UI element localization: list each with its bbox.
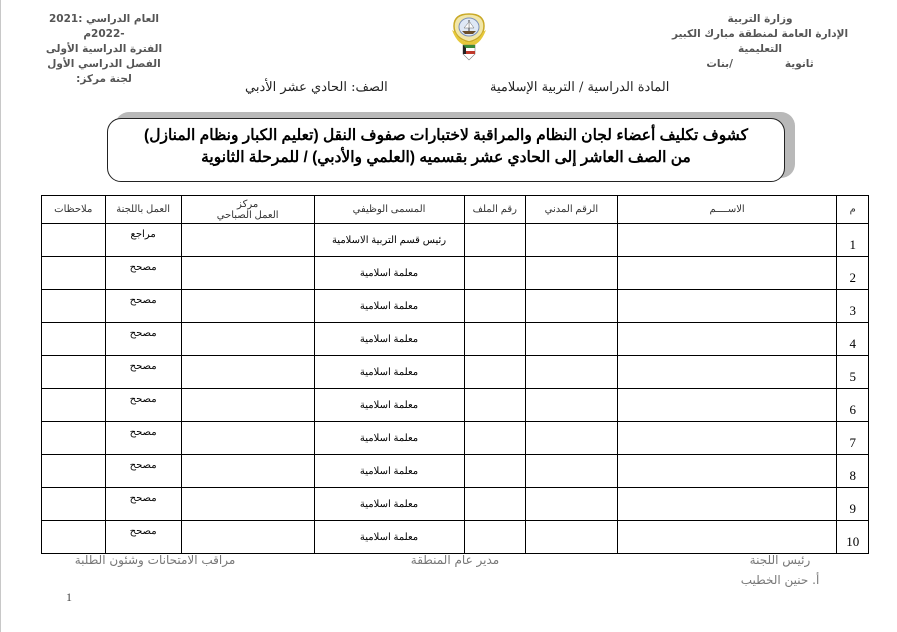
cell-committee-role: مصحح [105, 290, 181, 323]
table-header-row [42, 196, 869, 224]
table-body [42, 224, 869, 554]
cell-committee-role: مصحح [105, 422, 181, 455]
cell-committee-role: مصحح [105, 323, 181, 356]
cell-name [617, 521, 837, 554]
cell-civil-id [526, 290, 618, 323]
cell-notes [42, 224, 106, 257]
signature-exams-monitor [60, 550, 250, 570]
header-committee-role: العمل باللجنة [105, 196, 181, 224]
cell-job-title: رئيس قسم التربية الاسلامية [314, 224, 464, 257]
cell-file-no [464, 224, 526, 257]
cell-name [617, 290, 837, 323]
cell-job-title: معلمة اسلامية [314, 455, 464, 488]
table-row [42, 389, 869, 422]
cell-job-title: معلمة اسلامية [314, 389, 464, 422]
table-row [42, 521, 869, 554]
cell-file-no [464, 290, 526, 323]
cell-name [617, 323, 837, 356]
cell-name [617, 356, 837, 389]
signature-committee-head [720, 550, 840, 590]
kuwait-emblem-icon [450, 12, 488, 62]
cell-civil-id [526, 224, 618, 257]
cell-file-no [464, 488, 526, 521]
semester: الفصل الدراسي الأول [47, 58, 161, 70]
cell-job-title: معلمة اسلامية [314, 488, 464, 521]
cell-file-no [464, 356, 526, 389]
table-row [42, 455, 869, 488]
header-left-info [44, 12, 164, 87]
cell-num: 3 [837, 290, 869, 323]
cell-morning-center [181, 521, 314, 554]
committee-head-name: أ. حنين الخطيب [740, 573, 820, 587]
cell-name [617, 389, 837, 422]
committee-center: لجنة مركز: [76, 73, 132, 85]
cell-job-title: معلمة اسلامية [314, 356, 464, 389]
header-morning-center-line1: مركز [237, 198, 259, 210]
cell-file-no [464, 422, 526, 455]
document-title [107, 118, 785, 182]
page-edge [0, 0, 1, 632]
cell-civil-id [526, 389, 618, 422]
grade-label: الصف: الحادي عشر الأدبي [245, 80, 388, 95]
title-line-1: كشوف تكليف أعضاء لجان النظام والمراقبة لاختبارات صفوف النقل (تعليم الكبار ونظام المنازل) [144, 127, 748, 144]
cell-num: 5 [837, 356, 869, 389]
cell-notes [42, 422, 106, 455]
header-job-title: المسمى الوظيفي [314, 196, 464, 224]
cell-notes [42, 290, 106, 323]
cell-civil-id [526, 356, 618, 389]
cell-morning-center [181, 323, 314, 356]
committee-head-title: رئيس اللجنة [749, 553, 811, 567]
cell-name [617, 488, 837, 521]
cell-committee-role: مراجع [105, 224, 181, 257]
cell-num: 7 [837, 422, 869, 455]
exams-monitor-title: مراقب الامتحانات وشئون الطلبة [74, 553, 236, 567]
cell-num: 1 [837, 224, 869, 257]
cell-morning-center [181, 356, 314, 389]
cell-file-no [464, 455, 526, 488]
header-name: الاســــم [617, 196, 837, 224]
area-director-title: مدير عام المنطقة [410, 553, 500, 567]
table-row [42, 257, 869, 290]
table-row [42, 422, 869, 455]
cell-civil-id [526, 455, 618, 488]
cell-committee-role: مصحح [105, 257, 181, 290]
header-morning-center-line2: العمل الصباحي [216, 209, 279, 221]
cell-name [617, 422, 837, 455]
cell-name [617, 224, 837, 257]
cell-file-no [464, 389, 526, 422]
cell-morning-center [181, 389, 314, 422]
cell-job-title: معلمة اسلامية [314, 257, 464, 290]
cell-notes [42, 356, 106, 389]
directorate-name: الإدارة العامة لمنطقة مبارك الكبير التعليمية [671, 28, 849, 55]
table-row [42, 488, 869, 521]
cell-committee-role: مصحح [105, 455, 181, 488]
cell-name [617, 455, 837, 488]
school-line [660, 57, 860, 72]
assignment-table [41, 195, 869, 554]
table-row [42, 290, 869, 323]
cell-file-no [464, 323, 526, 356]
header-right-info [660, 12, 860, 72]
subject-label: المادة الدراسية / التربية الإسلامية [490, 80, 670, 95]
cell-num: 8 [837, 455, 869, 488]
cell-notes [42, 389, 106, 422]
cell-num: 2 [837, 257, 869, 290]
header-notes: ملاحظات [42, 196, 106, 224]
cell-num: 4 [837, 323, 869, 356]
cell-civil-id [526, 422, 618, 455]
header-num: م [837, 196, 869, 224]
cell-committee-role: مصحح [105, 488, 181, 521]
cell-num: 6 [837, 389, 869, 422]
cell-notes [42, 521, 106, 554]
header-file-no: رقم الملف [464, 196, 526, 224]
cell-notes [42, 488, 106, 521]
ministry-name: وزارة التربية [727, 13, 793, 25]
cell-civil-id [526, 257, 618, 290]
cell-committee-role: مصحح [105, 356, 181, 389]
cell-civil-id [526, 521, 618, 554]
cell-job-title: معلمة اسلامية [314, 290, 464, 323]
cell-morning-center [181, 257, 314, 290]
cell-civil-id [526, 488, 618, 521]
header-morning-center [181, 196, 314, 224]
cell-job-title: معلمة اسلامية [314, 521, 464, 554]
table-row [42, 323, 869, 356]
cell-num: 10 [837, 521, 869, 554]
cell-notes [42, 323, 106, 356]
cell-file-no [464, 257, 526, 290]
cell-num: 9 [837, 488, 869, 521]
school-gender: /بنات [706, 58, 733, 70]
table-row [42, 224, 869, 257]
cell-file-no [464, 521, 526, 554]
academic-year: العام الدراسي :2021 -2022م [48, 13, 160, 40]
academic-period: الفترة الدراسية الأولى [45, 43, 163, 55]
cell-notes [42, 257, 106, 290]
table-row [42, 356, 869, 389]
cell-committee-role: مصحح [105, 389, 181, 422]
signature-area-director [395, 550, 515, 570]
cell-morning-center [181, 290, 314, 323]
school-type: ثانوية [784, 58, 814, 70]
cell-notes [42, 455, 106, 488]
cell-committee-role: مصحح [105, 521, 181, 554]
cell-morning-center [181, 455, 314, 488]
title-line-2: من الصف العاشر إلى الحادي عشر بقسميه (العلمي والأدبي) / للمرحلة الثانوية [201, 149, 691, 166]
page-number: 1 [66, 590, 72, 604]
cell-job-title: معلمة اسلامية [314, 323, 464, 356]
cell-morning-center [181, 422, 314, 455]
cell-civil-id [526, 323, 618, 356]
cell-job-title: معلمة اسلامية [314, 422, 464, 455]
cell-morning-center [181, 224, 314, 257]
cell-morning-center [181, 488, 314, 521]
cell-name [617, 257, 837, 290]
header-civil-id: الرقم المدني [526, 196, 618, 224]
